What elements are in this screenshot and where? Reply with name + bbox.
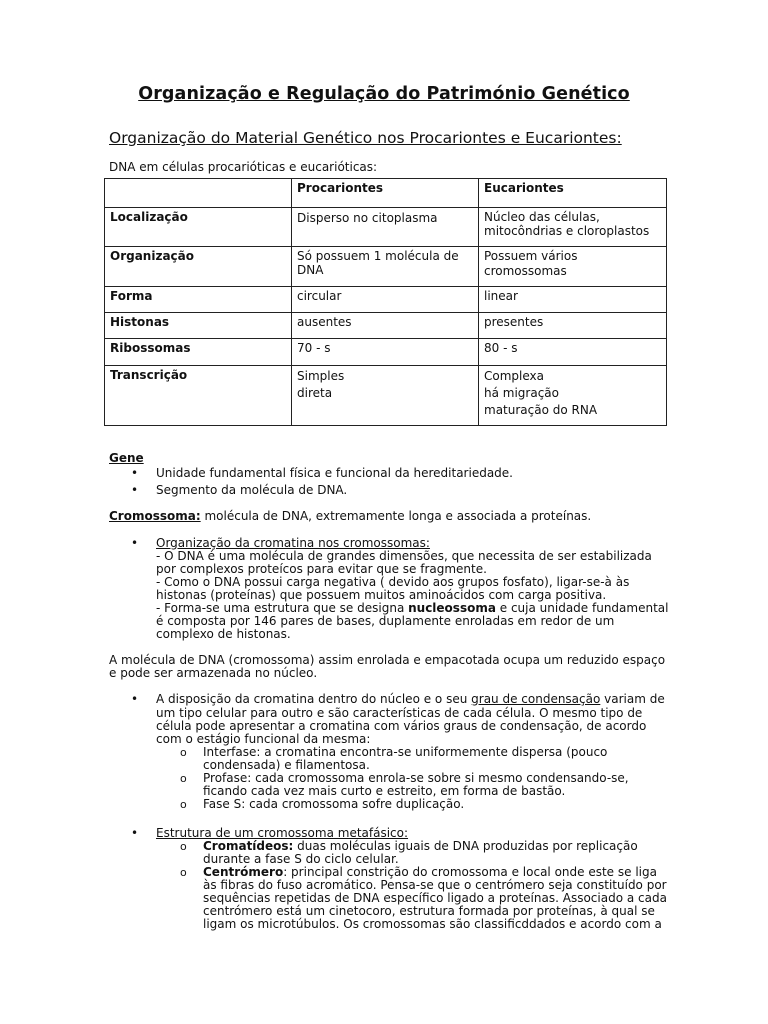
grau-condensacao-term: grau de condensação — [471, 692, 601, 706]
cell-line: Simples — [297, 369, 345, 383]
text-fragment: : principal constrição do cromossoma e local onde este se liga — [283, 865, 657, 879]
text-line: A molécula de DNA (cromossoma) assim enrolada e empacotada ocupa um reduzido espaço — [109, 653, 666, 667]
table-row — [105, 313, 667, 339]
text-line: - O DNA é uma molécula de grandes dimensões, que necessita de ser estabilizada — [156, 549, 652, 563]
table-row — [105, 247, 667, 287]
table-cell — [292, 366, 479, 426]
text-line: é composta por 146 pares de bases, duplamente enroladas em redor de um — [156, 614, 615, 628]
table-header-cell: Eucariontes — [479, 179, 667, 208]
table-cell: circular — [292, 287, 479, 313]
text-fragment: A disposição da cromatina dentro do núcleo e o seu — [156, 692, 472, 706]
table-cell — [292, 208, 479, 247]
sub-item-line: Profase: cada cromossoma enrola-se sobre si mesmo condensando-se, — [203, 771, 629, 785]
cell-line: Só possuem 1 molécula de — [297, 249, 459, 263]
text-line: durante a fase S do ciclo celular. — [203, 852, 399, 866]
text-line: - Como o DNA possui carga negativa ( devido aos grupos fosfato), ligar-se-à às — [156, 575, 630, 589]
section-subtitle: Organização do Material Genético nos Procariontes e Eucariontes: — [109, 129, 622, 147]
list-item: Segmento da molécula de DNA. — [156, 483, 348, 497]
text-fragment: duas moléculas iguais de DNA produzidas por replicação — [293, 839, 638, 853]
table-row — [105, 339, 667, 366]
sub-item-line: Fase S: cada cromossoma sofre duplicação. — [203, 797, 465, 811]
table-cell: 80 - s — [479, 339, 667, 366]
bullet-icon: • — [131, 483, 139, 497]
bullet-icon: • — [131, 826, 139, 840]
list-item: Unidade fundamental física e funcional da hereditariedade. — [156, 466, 513, 480]
text-line: histonas (proteínas) que possuem muitos aminoácidos com carga positiva. — [156, 588, 607, 602]
table-cell — [479, 366, 667, 426]
estrutura-heading: Estrutura de um cromossoma metafásico: — [156, 826, 409, 840]
cell-line: Disperso no citoplasma — [297, 211, 438, 225]
centromero-term: Centrómero — [203, 865, 284, 879]
table-row — [105, 208, 667, 247]
circle-bullet-icon: o — [180, 772, 187, 785]
cell-line: maturação do RNA — [484, 403, 598, 417]
bullet-icon: • — [131, 466, 139, 480]
table-cell — [479, 208, 667, 247]
text-fragment: e cuja unidade fundamental — [495, 601, 669, 615]
cell-line: há migração — [484, 386, 559, 400]
text-line: sequências repetidas de DNA específico ligado a proteínas. Associado a cada — [203, 891, 667, 905]
text-line: e pode ser armazenada no núcleo. — [109, 666, 318, 680]
table-cell — [479, 247, 667, 287]
text-line: às fibras do fuso acromático. Pensa-se que o centrómero seja constituído por — [203, 878, 667, 892]
cell-line: Possuem vários cromossomas — [484, 249, 578, 278]
table-cell: ausentes — [292, 313, 479, 339]
row-label: Histonas — [105, 313, 292, 339]
row-label: Organização — [105, 247, 292, 287]
text-line: centrómero está um cinetocoro, estrutura formada por proteínas, à qual se — [203, 904, 655, 918]
row-label: Transcrição — [105, 366, 292, 426]
table-row — [105, 366, 667, 426]
cell-line: DNA — [297, 263, 324, 277]
cromossoma-text: molécula de DNA, extremamente longa e associada a proteínas. — [200, 509, 592, 523]
page-title: Organização e Regulação do Património Genético — [138, 84, 630, 104]
text-line: célula pode apresentar a cromatina com vários graus de condensação, de acordo — [156, 719, 647, 733]
cromossoma-term: Cromossoma: — [109, 509, 201, 523]
sub-item-line: Interfase: a cromatina encontra-se uniformemente dispersa (pouco — [203, 745, 608, 759]
text-line: um tipo celular para outro e são características de cada célula. O mesmo tipo de — [156, 706, 643, 720]
cell-line: Núcleo das células, — [484, 210, 600, 224]
row-label: Localização — [105, 208, 292, 247]
circle-bullet-icon: o — [180, 746, 187, 759]
text-fragment: variam de — [600, 692, 665, 706]
circle-bullet-icon: o — [180, 866, 187, 879]
nucleossoma-term: nucleossoma — [408, 601, 496, 615]
text-line: com o estágio funcional da mesma: — [156, 732, 371, 746]
table-intro: DNA em células procarióticas e eucarióticas: — [109, 160, 378, 174]
circle-bullet-icon: o — [180, 798, 187, 811]
text-line: ligam os microtúbulos. Os cromossomas são classificddados e acordo com a — [203, 917, 662, 931]
text-line: complexo de histonas. — [156, 627, 291, 641]
table-cell: linear — [479, 287, 667, 313]
bullet-icon: • — [131, 692, 139, 706]
table-header-cell: Procariontes — [292, 179, 479, 208]
comparison-table — [104, 178, 667, 426]
table-header-cell — [105, 179, 292, 208]
table-cell — [292, 247, 479, 287]
row-label: Forma — [105, 287, 292, 313]
text-fragment: - Forma-se uma estrutura que se designa — [156, 601, 409, 615]
cromossoma-definition — [109, 510, 591, 523]
sub-item-line: ficando cada vez mais curto e estreito, em forma de bastão. — [203, 784, 566, 798]
sub-item-line: condensada) e filamentosa. — [203, 758, 370, 772]
cell-line: direta — [297, 386, 333, 400]
cell-line: mitocôndrias e cloroplastos — [484, 224, 650, 238]
table-row — [105, 287, 667, 313]
text-line: por complexos proteícos para evitar que se fragmente. — [156, 562, 487, 576]
cromatina-heading: Organização da cromatina nos cromossomas: — [156, 536, 430, 550]
table-cell: presentes — [479, 313, 667, 339]
cromatideos-term: Cromatídeos: — [203, 839, 294, 853]
cell-line: Complexa — [484, 369, 544, 383]
bullet-icon: • — [131, 536, 139, 550]
circle-bullet-icon: o — [180, 840, 187, 853]
disposicao-line — [156, 693, 665, 706]
table-cell: 70 - s — [292, 339, 479, 366]
table-header-row — [105, 179, 667, 208]
gene-heading: Gene — [109, 451, 144, 465]
row-label: Ribossomas — [105, 339, 292, 366]
